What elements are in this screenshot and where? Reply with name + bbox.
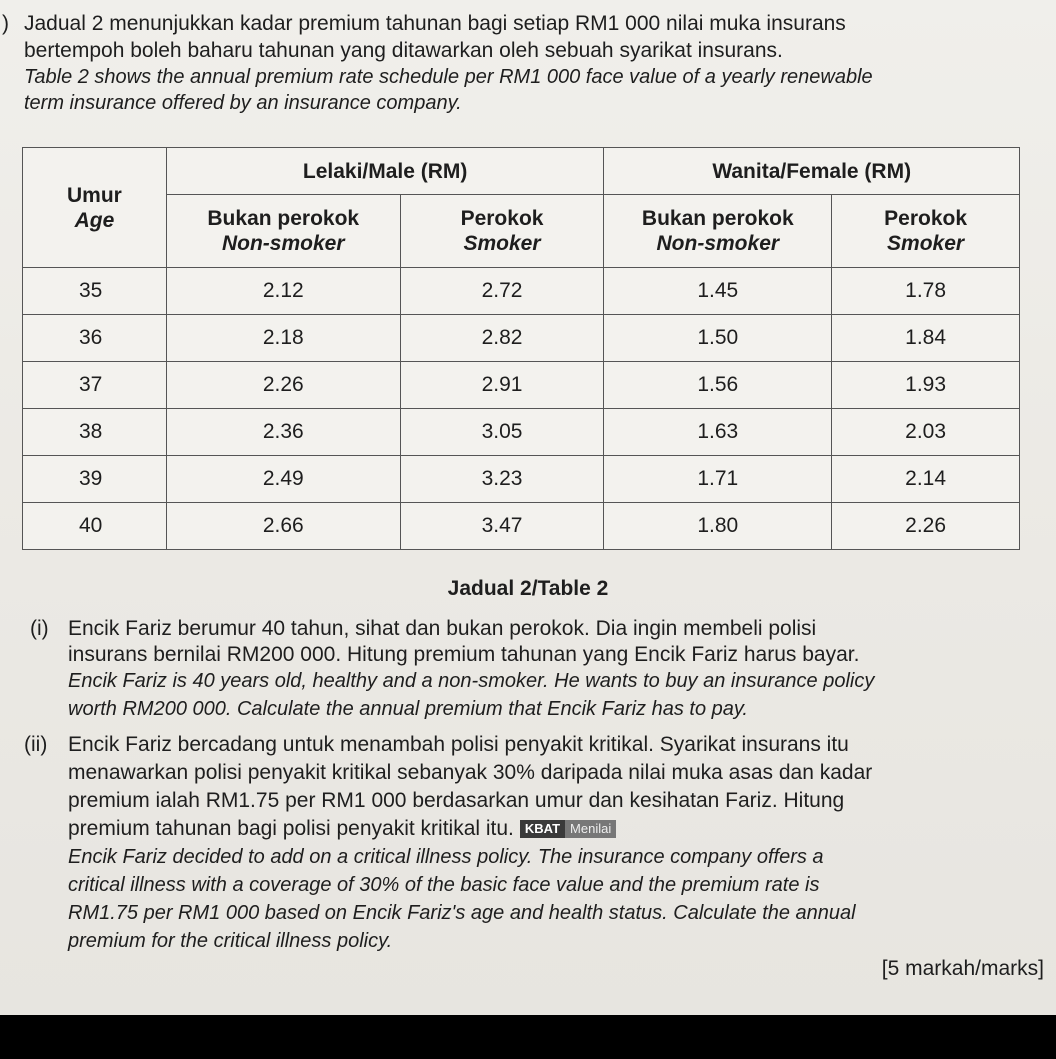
male-non-smoker-malay: Bukan perokok [207,207,360,230]
female-smoker-english: Smoker [887,232,965,255]
female-non-smoker-header [604,195,832,268]
female-smoker-cell: 2.03 [832,409,1020,456]
question-marker: ) [2,12,9,35]
male-non-smoker-cell: 2.18 [166,315,400,362]
female-non-smoker-malay: Bukan perokok [641,207,794,230]
female-smoker-cell: 2.26 [832,503,1020,550]
male-smoker-malay: Perokok [460,207,544,230]
table-row [23,362,1020,409]
male-non-smoker-cell: 2.49 [166,456,400,503]
female-smoker-cell: 2.14 [832,456,1020,503]
male-non-smoker-cell: 2.36 [166,409,400,456]
male-smoker-cell: 3.05 [400,409,604,456]
male-smoker-cell: 2.91 [400,362,604,409]
male-smoker-cell: 2.82 [400,315,604,362]
male-non-smoker-cell: 2.26 [166,362,400,409]
table-row [23,315,1020,362]
male-non-smoker-cell: 2.12 [166,268,400,315]
intro-malay-line-2: bertempoh boleh baharu tahunan yang ditawarkan oleh sebuah syarikat insurans. [24,39,783,62]
q2-malay-line-2: menawarkan polisi penyakit kritikal sebanyak 30% daripada nilai muka asas dan kadar [68,761,873,784]
premium-rate-table [22,147,1020,550]
q1-english-line-2: worth RM200 000. Calculate the annual premium that Encik Fariz has to pay. [68,698,748,720]
female-smoker-malay: Perokok [884,207,968,230]
age-header-malay: Umur [67,183,122,207]
age-header [23,148,167,268]
male-non-smoker-english: Non-smoker [221,232,345,255]
intro-english-line-1: Table 2 shows the annual premium rate schedule per RM1 000 face value of a yearly renewable [24,66,873,88]
q2-english-line-1: Encik Fariz decided to add on a critical illness policy. The insurance company offers a [68,846,824,868]
female-header: Wanita/Female (RM) [604,148,1020,195]
kbat-badge: KBAT [520,820,565,838]
age-cell: 37 [23,362,167,409]
male-smoker-cell: 3.47 [400,503,604,550]
male-smoker-cell: 2.72 [400,268,604,315]
female-non-smoker-cell: 1.45 [604,268,832,315]
age-cell: 40 [23,503,167,550]
q2-malay-line-1: Encik Fariz bercadang untuk menambah polisi penyakit kritikal. Syarikat insurans itu [68,733,849,756]
table-row [23,503,1020,550]
intro-malay-line-1: Jadual 2 menunjukkan kadar premium tahunan bagi setiap RM1 000 nilai muka insurans [24,12,846,35]
male-non-smoker-header [166,195,400,268]
q1-malay-line-2: insurans bernilai RM200 000. Hitung premium tahunan yang Encik Fariz harus bayar. [68,643,860,666]
q2-malay-line-4-text: premium tahunan bagi polisi penyakit kritikal itu. [68,817,514,840]
q2-malay-line-3: premium ialah RM1.75 per RM1 000 berdasarkan umur dan kesihatan Fariz. Hitung [68,789,845,812]
age-header-english: Age [74,208,115,232]
q1-english-line-1: Encik Fariz is 40 years old, healthy and a non-smoker. He wants to buy an insurance policy [68,670,875,692]
male-non-smoker-cell: 2.66 [166,503,400,550]
female-non-smoker-cell: 1.71 [604,456,832,503]
table-row [23,409,1020,456]
age-cell: 38 [23,409,167,456]
female-smoker-cell: 1.84 [832,315,1020,362]
q2-label: (ii) [24,733,48,756]
q2-malay-line-4 [68,817,616,841]
male-smoker-header [400,195,604,268]
female-non-smoker-english: Non-smoker [656,232,780,255]
q1-malay-line-1: Encik Fariz berumur 40 tahun, sihat dan bukan perokok. Dia ingin membeli polisi [68,617,817,640]
marks-label: [5 markah/marks] [881,957,1044,980]
bottom-bar [0,1015,1056,1059]
table-caption: Jadual 2/Table 2 [447,577,609,600]
female-non-smoker-cell: 1.56 [604,362,832,409]
female-non-smoker-cell: 1.63 [604,409,832,456]
table-row [23,456,1020,503]
female-non-smoker-cell: 1.80 [604,503,832,550]
q2-english-line-2: critical illness with a coverage of 30% of the basic face value and the premium rate is [68,874,820,896]
male-smoker-cell: 3.23 [400,456,604,503]
menilai-badge: Menilai [565,820,616,838]
table-row [23,268,1020,315]
female-smoker-header [832,195,1020,268]
q2-english-line-3: RM1.75 per RM1 000 based on Encik Fariz's age and health status. Calculate the annual [68,902,856,924]
intro-english-line-2: term insurance offered by an insurance company. [24,92,462,114]
age-cell: 39 [23,456,167,503]
female-non-smoker-cell: 1.50 [604,315,832,362]
age-cell: 35 [23,268,167,315]
male-header: Lelaki/Male (RM) [166,148,604,195]
male-smoker-english: Smoker [463,232,541,255]
age-cell: 36 [23,315,167,362]
q1-label: (i) [30,617,49,640]
female-smoker-cell: 1.93 [832,362,1020,409]
female-smoker-cell: 1.78 [832,268,1020,315]
q2-english-line-4: premium for the critical illness policy. [68,930,393,952]
